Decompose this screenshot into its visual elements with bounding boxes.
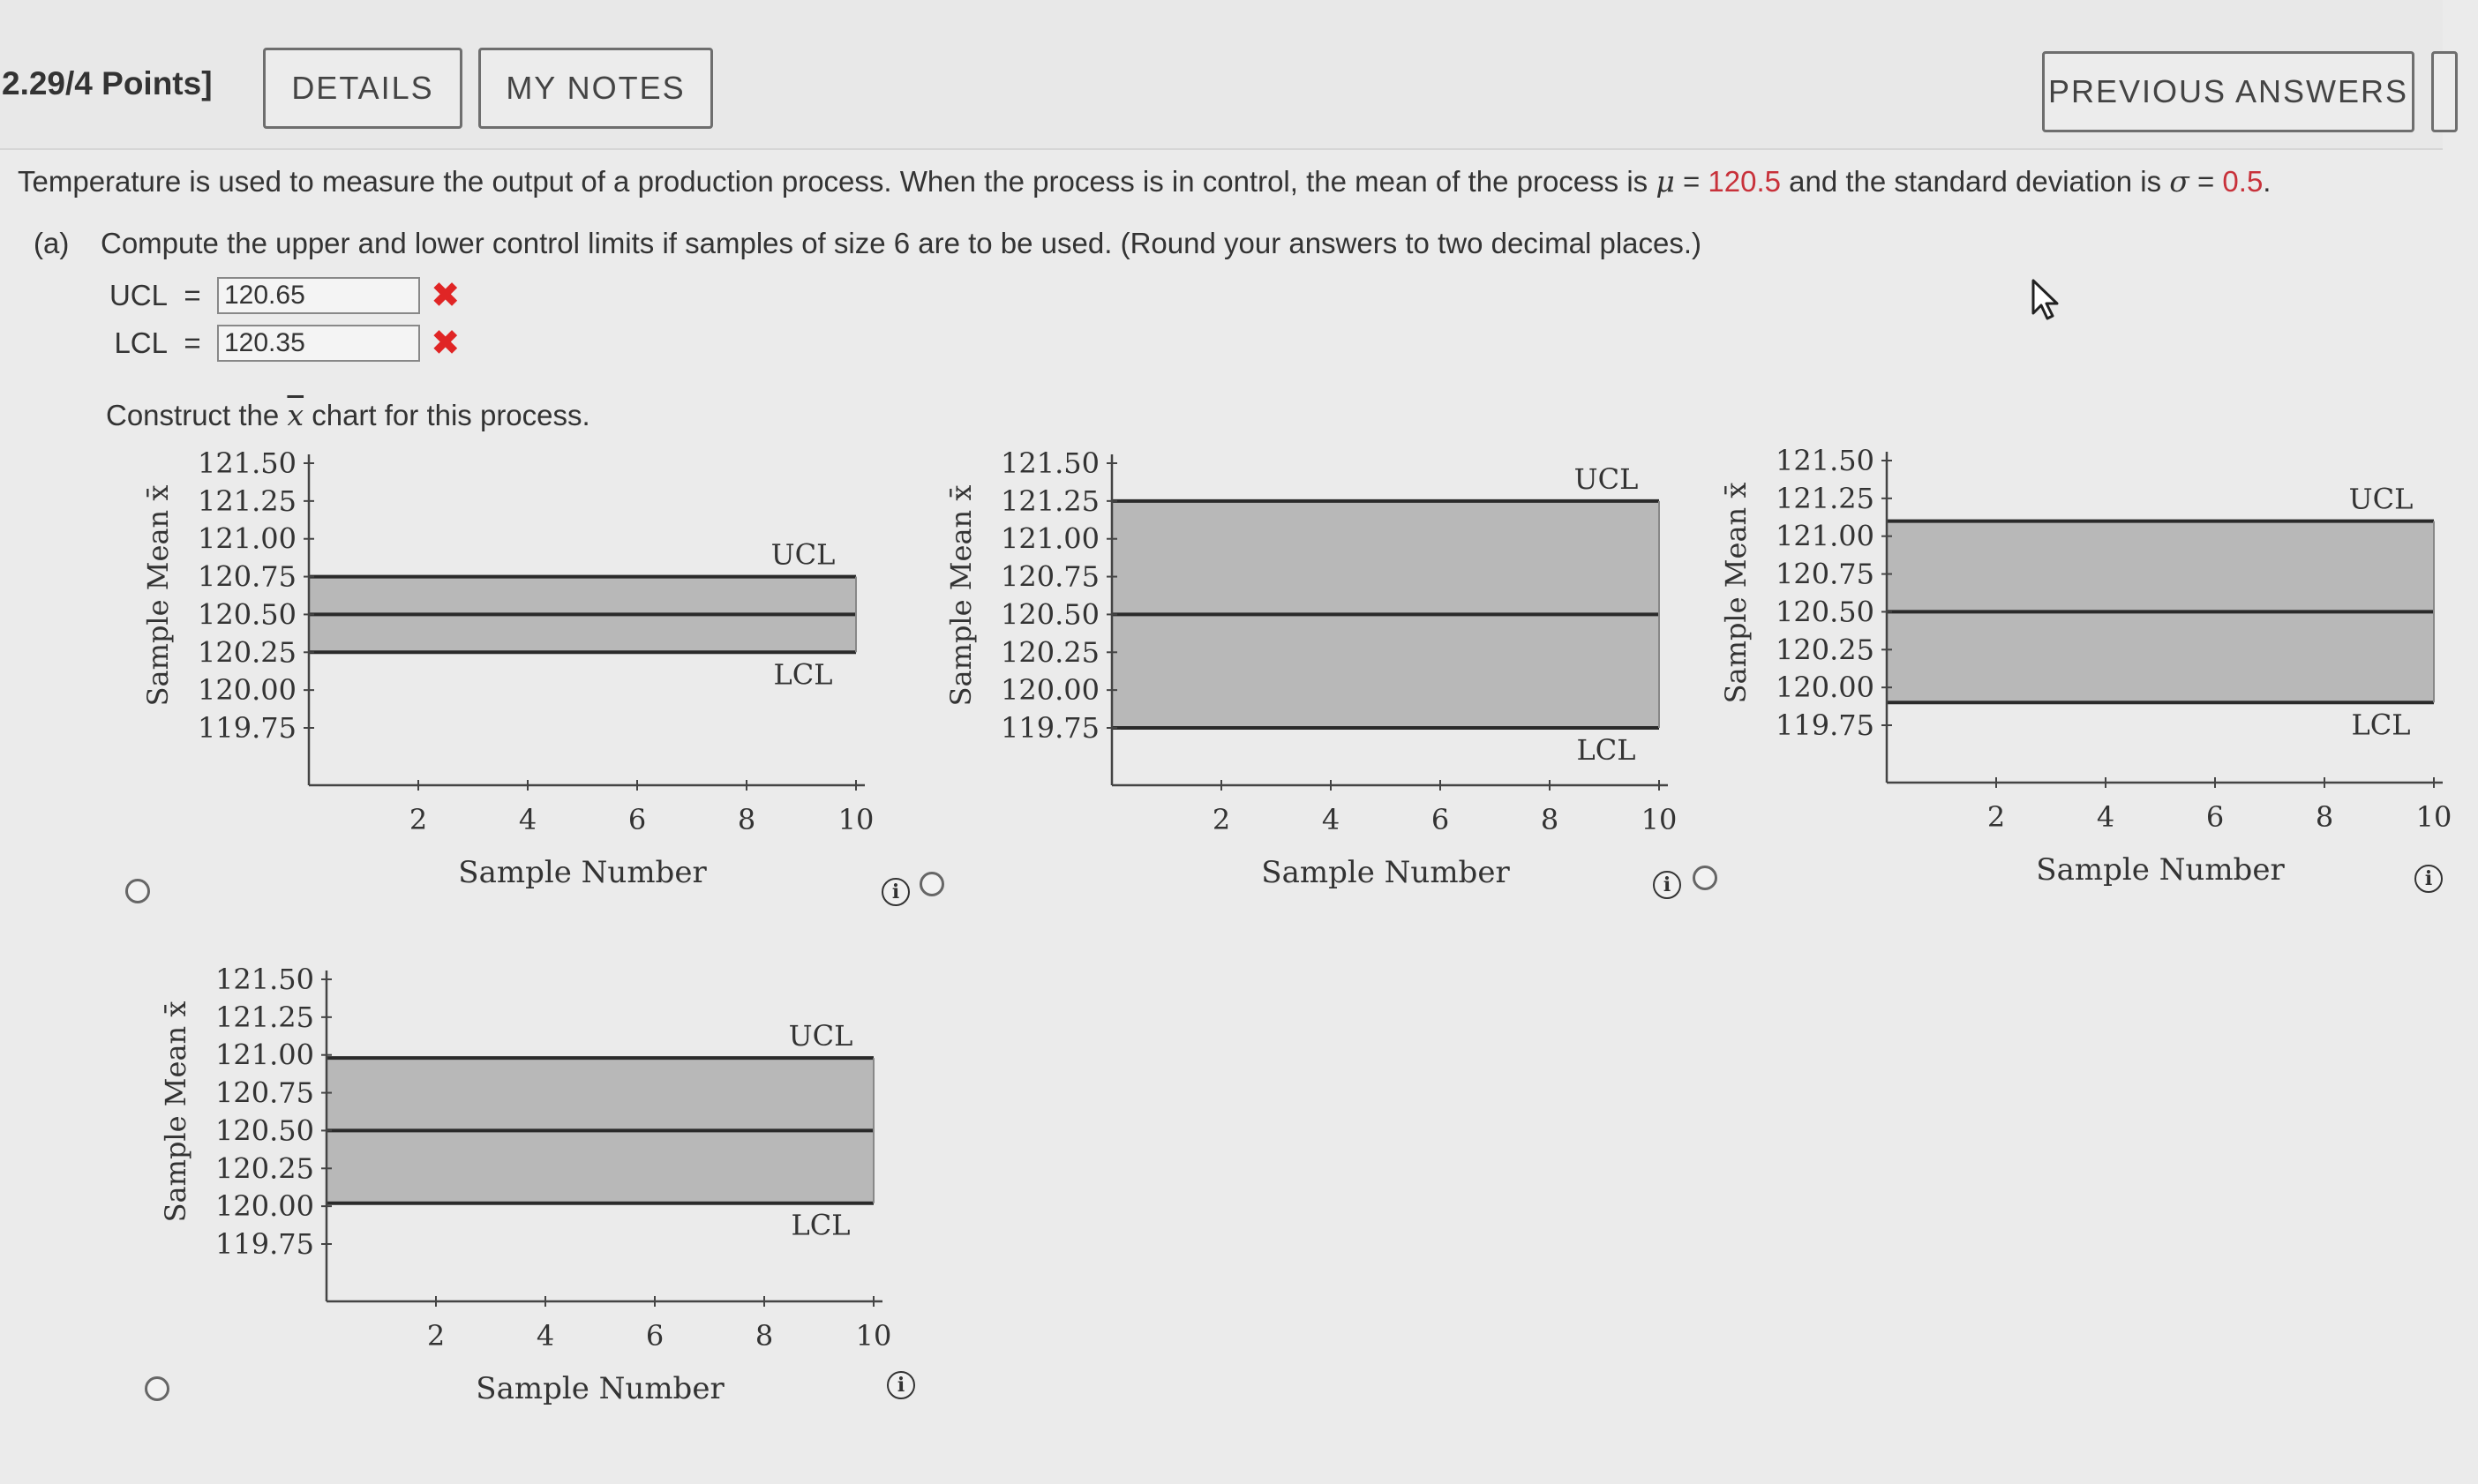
x-tick-label: 2 [1986, 800, 2006, 834]
chart-option-4-radio[interactable] [145, 1376, 169, 1401]
header-divider [0, 148, 2443, 150]
ucl-label: UCL [2348, 482, 2414, 516]
y-tick-label: 119.75 [198, 711, 297, 745]
lcl-label: LCL [791, 1208, 851, 1242]
x-tick-label: 2 [426, 1319, 446, 1353]
y-axis-title: Sample Mean x̄ [944, 484, 978, 707]
y-tick-label: 121.50 [215, 963, 314, 996]
y-tick-label: 120.75 [215, 1076, 314, 1110]
x-tick-label: 4 [1321, 803, 1340, 836]
ucl-answer-row [97, 275, 461, 316]
x-tick-label: 8 [1540, 803, 1559, 836]
y-tick-label: 120.00 [198, 673, 297, 708]
y-tick-label: 120.00 [1776, 671, 1874, 705]
chart-option-2-radio[interactable] [920, 872, 944, 896]
x-tick-label: 6 [645, 1319, 665, 1353]
overflow-button[interactable] [2431, 51, 2458, 132]
y-axis-title: Sample Mean x̄ [159, 1001, 192, 1223]
statement-text: Temperature is used to measure the output of a production process. When the process is in control, the mean of the process is [18, 165, 1656, 198]
y-tick-label: 121.50 [1001, 446, 1100, 480]
x-axis-title: Sample Number [476, 1371, 725, 1406]
sigma-equals: = [2189, 165, 2223, 198]
x-tick-label: 8 [755, 1319, 774, 1353]
chart-option-3-radio[interactable] [1693, 866, 1717, 890]
my-notes-button[interactable]: MY NOTES [478, 48, 713, 129]
sigma-symbol: σ [2169, 164, 2189, 199]
statement-mid: and the standard deviation is [1780, 165, 2170, 198]
x-tick-label: 10 [855, 1319, 892, 1353]
y-tick-label: 121.25 [1001, 483, 1100, 518]
ucl-input[interactable] [217, 277, 420, 314]
y-tick-label: 121.25 [1776, 481, 1874, 515]
statement-end: . [2263, 165, 2272, 198]
x-tick-label: 10 [2415, 800, 2452, 834]
y-tick-label: 121.50 [1776, 444, 1874, 477]
xbar-symbol: $\overline{x}$ [287, 398, 304, 432]
x-tick-label: 8 [2315, 800, 2334, 834]
previous-answers-button[interactable]: PREVIOUS ANSWERS [2042, 51, 2414, 132]
lcl-answer-row [97, 323, 461, 364]
y-tick-label: 120.50 [1776, 595, 1874, 629]
mu-symbol: μ [1656, 164, 1675, 199]
y-tick-label: 120.00 [215, 1189, 314, 1224]
ucl-label: UCL [788, 1019, 853, 1053]
ucl-equals: = [184, 279, 201, 311]
lcl-label: LCL [114, 326, 168, 359]
x-tick-label: 6 [2205, 800, 2225, 834]
details-button[interactable]: DETAILS [263, 48, 462, 129]
ucl-incorrect-icon: ✖ [431, 276, 461, 315]
chart-option-3-info-icon[interactable]: i [2414, 865, 2443, 893]
mu-value: 120.5 [1708, 165, 1781, 198]
part-a-prompt [34, 227, 1701, 260]
points-label: 2.29/4 Points] [2, 65, 213, 101]
y-tick-label: 120.75 [198, 559, 297, 594]
x-tick-label: 8 [737, 803, 756, 836]
ucl-label: UCL [109, 279, 168, 311]
y-tick-label: 119.75 [1001, 711, 1100, 745]
chart-option-2 [944, 446, 1703, 890]
x-tick-label: 2 [1212, 803, 1231, 836]
y-tick-label: 121.00 [1776, 519, 1874, 553]
mu-equals: = [1674, 165, 1708, 198]
lcl-label: LCL [2351, 708, 2411, 742]
x-tick-label: 6 [1430, 803, 1450, 836]
x-tick-label: 2 [409, 803, 428, 836]
y-tick-label: 121.00 [1001, 521, 1100, 556]
control-chart-1 [141, 446, 900, 890]
y-tick-label: 121.25 [215, 1000, 314, 1034]
y-tick-label: 120.00 [1001, 673, 1100, 708]
y-tick-label: 119.75 [215, 1227, 314, 1261]
mouse-cursor-icon [2030, 278, 2061, 322]
y-tick-label: 120.50 [198, 597, 297, 632]
control-chart-4 [159, 962, 918, 1406]
y-tick-label: 119.75 [1776, 708, 1874, 742]
y-axis-title: Sample Mean x̄ [1719, 482, 1753, 704]
x-tick-label: 10 [837, 803, 875, 836]
sigma-value: 0.5 [2222, 165, 2264, 198]
chart-option-3 [1719, 443, 2478, 888]
y-tick-label: 120.25 [215, 1151, 314, 1186]
y-tick-label: 120.50 [1001, 597, 1100, 632]
x-tick-label: 4 [2096, 800, 2115, 834]
control-chart-3 [1719, 443, 2478, 888]
y-tick-label: 120.75 [1001, 559, 1100, 594]
y-tick-label: 120.25 [198, 635, 297, 670]
x-tick-label: 4 [536, 1319, 555, 1353]
lcl-incorrect-icon: ✖ [431, 324, 461, 363]
x-axis-title: Sample Number [1261, 855, 1510, 890]
y-tick-label: 120.75 [1776, 557, 1874, 591]
y-tick-label: 121.00 [198, 521, 297, 556]
x-tick-label: 6 [627, 803, 647, 836]
y-tick-label: 121.50 [198, 446, 297, 480]
part-a-label: (a) [34, 227, 70, 259]
lcl-label: LCL [773, 657, 833, 692]
control-chart-2 [944, 446, 1703, 890]
ucl-label: UCL [1573, 461, 1639, 496]
problem-statement [18, 164, 2271, 199]
lcl-label: LCL [1576, 733, 1636, 767]
y-tick-label: 121.00 [215, 1038, 314, 1072]
chart-option-2-info-icon[interactable]: i [1653, 871, 1681, 899]
x-axis-title: Sample Number [2036, 852, 2285, 888]
part-a-text: Compute the upper and lower control limits if samples of size 6 are to be used. (Round your answers to two decimal places.) [101, 227, 1702, 259]
chart-option-4 [159, 962, 918, 1406]
y-tick-label: 121.25 [198, 483, 297, 518]
x-tick-label: 10 [1641, 803, 1678, 836]
chart-option-1-info-icon[interactable]: i [882, 878, 910, 906]
x-tick-label: 4 [518, 803, 537, 836]
lcl-input[interactable] [217, 325, 420, 362]
construct-text: Construct the [106, 399, 288, 431]
chart-option-4-info-icon[interactable]: i [887, 1371, 915, 1399]
y-tick-label: 120.25 [1776, 633, 1874, 667]
chart-option-1-radio[interactable] [125, 879, 150, 903]
construct-text-end: chart for this process. [304, 399, 590, 431]
ucl-label: UCL [770, 537, 836, 572]
y-axis-title: Sample Mean x̄ [141, 484, 175, 707]
chart-option-1 [141, 446, 900, 890]
x-axis-title: Sample Number [458, 855, 707, 890]
construct-prompt [106, 398, 590, 432]
lcl-equals: = [184, 326, 201, 359]
y-tick-label: 120.50 [215, 1113, 314, 1148]
y-tick-label: 120.25 [1001, 635, 1100, 670]
